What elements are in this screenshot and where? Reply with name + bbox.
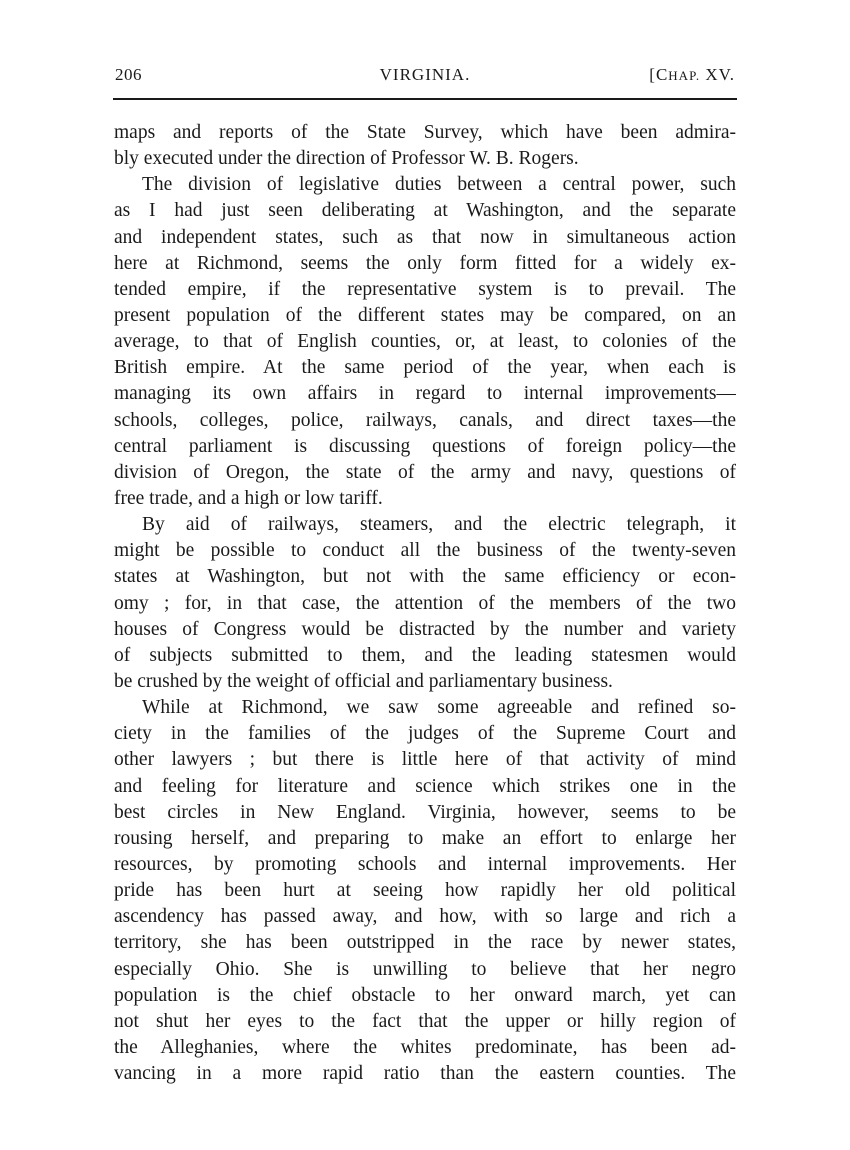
text-line: territory, she has been outstripped in the race by newer states, <box>114 932 736 954</box>
chapter-bracket: [C <box>649 65 669 84</box>
text-line: vancing in a more rapid ratio than the eastern counties. The <box>114 1063 736 1085</box>
text-line: population is the chief obstacle to her onward march, yet can <box>114 984 736 1006</box>
text-line: present population of the different states may be compared, on an <box>114 304 736 326</box>
text-line: not shut her eyes to the fact that the upper or hilly region of <box>114 1010 736 1032</box>
text-line: schools, colleges, police, railways, canals, and direct taxes—the <box>114 409 736 431</box>
text-line: especially Ohio. She is unwilling to believe that her negro <box>114 958 736 980</box>
text-line: resources, by promoting schools and internal improvements. Her <box>114 853 736 875</box>
text-line: here at Richmond, seems the only form fitted for a widely ex- <box>114 252 736 274</box>
chapter-abbrev: HAP. <box>668 68 701 83</box>
text-line: free trade, and a high or low tariff. <box>114 487 383 509</box>
page-number: 206 <box>115 65 142 84</box>
text-line: tended empire, if the representative system is to prevail. The <box>114 278 736 300</box>
text-line: states at Washington, but not with the same efficiency or econ- <box>114 566 736 588</box>
running-head <box>115 65 735 91</box>
text-line: and independent states, such as that now in simultaneous action <box>114 226 736 248</box>
text-line: managing its own affairs in regard to internal improvements— <box>114 383 736 405</box>
text-line: bly executed under the direction of Professor W. B. Rogers. <box>114 148 579 170</box>
text-line: other lawyers ; but there is little here of that activity of mind <box>114 749 736 771</box>
text-line: as I had just seen deliberating at Washington, and the separate <box>114 200 736 222</box>
body-text <box>114 120 736 1087</box>
chapter-number: XV. <box>700 65 735 84</box>
running-title: VIRGINIA. <box>379 65 471 84</box>
text-line: While at Richmond, we saw some agreeable and refined so- <box>142 697 736 719</box>
text-line: omy ; for, in that case, the attention of the members of the two <box>114 592 736 614</box>
text-line: rousing herself, and preparing to make an effort to enlarge her <box>114 827 736 849</box>
text-line: be crushed by the weight of official and parliamentary business. <box>114 670 613 692</box>
text-line: division of Oregon, the state of the army and navy, questions of <box>114 461 736 483</box>
text-line: central parliament is discussing questions of foreign policy—the <box>114 435 736 457</box>
text-line: By aid of railways, steamers, and the electric telegraph, it <box>142 514 736 536</box>
text-line: The division of legislative duties between a central power, such <box>142 174 736 196</box>
text-line: maps and reports of the State Survey, which have been admira- <box>114 122 736 143</box>
text-line: of subjects submitted to them, and the leading statesmen would <box>114 644 736 666</box>
text-line: average, to that of English counties, or, at least, to colonies of the <box>114 331 736 353</box>
text-line: houses of Congress would be distracted by the number and variety <box>114 618 736 640</box>
text-line: ascendency has passed away, and how, with so large and rich a <box>114 906 736 928</box>
header-rule <box>113 98 737 100</box>
text-line: might be possible to conduct all the business of the twenty-seven <box>114 540 736 562</box>
text-line: ciety in the families of the judges of the Supreme Court and <box>114 723 736 745</box>
chapter-reference <box>649 65 735 85</box>
text-line: British empire. At the same period of the year, when each is <box>114 357 736 379</box>
text-line: pride has been hurt at seeing how rapidly her old political <box>114 880 736 902</box>
text-line: and feeling for literature and science which strikes one in the <box>114 775 736 797</box>
text-line: best circles in New England. Virginia, however, seems to be <box>114 801 736 823</box>
text-line: the Alleghanies, where the whites predominate, has been ad- <box>114 1036 736 1058</box>
